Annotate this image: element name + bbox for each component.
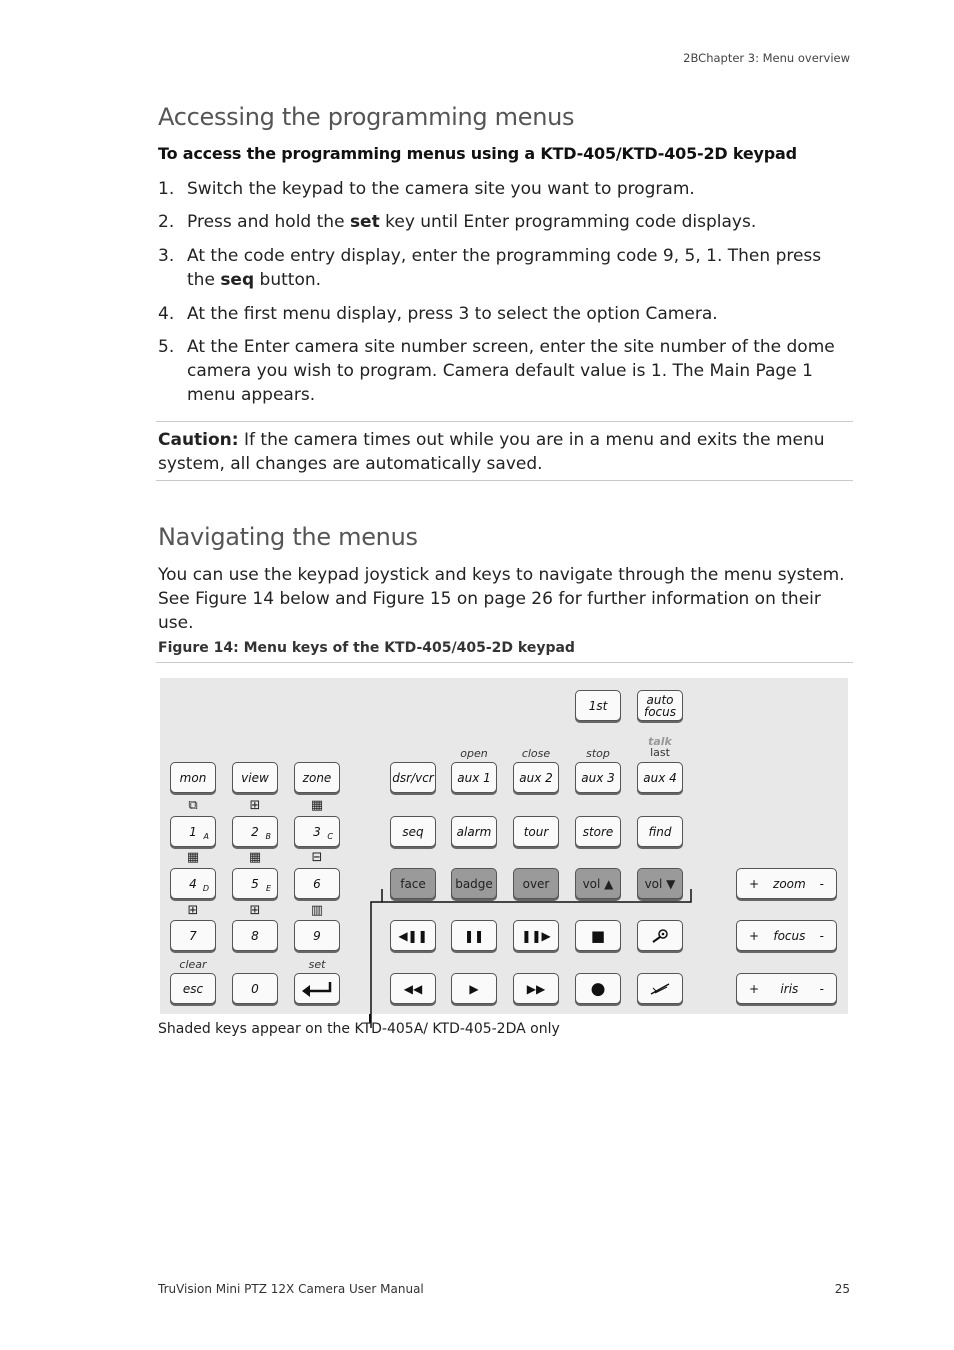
caution-label: Caution: [158, 430, 239, 450]
key-tour: tour [513, 816, 559, 847]
pause-icon: ❚❚ [463, 928, 485, 943]
key-name-seq: seq [220, 270, 255, 290]
key-step-forward [513, 920, 559, 951]
key-0: 0 [232, 973, 278, 1004]
caution-rule-top [156, 421, 853, 422]
step-text: At the code entry display, enter the programming code 9, 5, 1. Then press the [187, 246, 822, 290]
key-step-back [390, 920, 436, 951]
step-text-after: key until Enter programming code displays. [379, 212, 757, 232]
key-name-set: set [349, 212, 380, 232]
key-9: 9 [294, 920, 340, 951]
label-open: open [460, 747, 488, 760]
rewind-icon: ◀◀ [403, 981, 423, 996]
step-number: 4. [158, 304, 175, 324]
key-record [575, 973, 621, 1004]
section-body: You can use the keypad joystick and keys to navigate through the menu system. See Figure 14 below and Figure 15 on page 26 for further information on their use. [158, 565, 845, 633]
step-5 [158, 335, 848, 407]
key-zone: zone [294, 762, 340, 793]
figure-note: Shaded keys appear on the KTD-405A/ KTD-405-2DA only [158, 1021, 560, 1037]
key-aux3: aux 3 [575, 762, 621, 793]
key-autofocus: auto focus [637, 690, 683, 721]
step-number: 5. [158, 337, 175, 357]
key-4: 4 D [170, 868, 216, 899]
key-iris: + iris - [736, 973, 837, 1004]
caution-text: If the camera times out while you are in a menu and exits the menu system, all changes are automatically saved. [158, 430, 825, 474]
play-icon: ▶ [469, 981, 479, 996]
keypad-figure [160, 678, 848, 1014]
step-number: 3. [158, 246, 175, 266]
figure-rule [156, 662, 853, 663]
step-number: 2. [158, 212, 175, 232]
key-8: 8 [232, 920, 278, 951]
key-enter [294, 973, 340, 1004]
quad-view-icon: ⊞ [187, 903, 199, 918]
split-view-icon: ⊟ [311, 850, 323, 865]
key-3: 3 C [294, 816, 340, 847]
key-aux4: aux 4 [637, 762, 683, 793]
record-icon: ● [590, 978, 606, 999]
label-clear: clear [179, 958, 207, 971]
key-play [451, 973, 497, 1004]
page-number: 25 [834, 1282, 850, 1296]
pip-icon: ⧉ [188, 798, 198, 813]
key-dsrvcr: dsr/vcr [390, 762, 436, 793]
key-zoom: + zoom - [736, 868, 837, 899]
label-talk: talk [648, 735, 672, 748]
step-text: At the Enter camera site number screen, enter the site number of the dome camera you wish to program. Camera default value is 1. The Main Page 1 menu appears. [187, 337, 835, 405]
key-alarm: alarm [451, 816, 497, 847]
key-mon: mon [170, 762, 216, 793]
grid-view-icon: ⊞ [249, 903, 261, 918]
step-2 [158, 210, 848, 234]
sixteen-grid-icon: ▦ [248, 850, 262, 865]
key-vol-down: vol ▼ [637, 868, 683, 899]
quad-view-icon: ⊞ [249, 798, 261, 813]
key-badge: badge [451, 868, 497, 899]
key-store: store [575, 816, 621, 847]
film-grid-icon: ▥ [310, 903, 324, 918]
key-seq: seq [390, 816, 436, 847]
shaded-keys-bracket [365, 888, 695, 1028]
key-1st: 1st [575, 690, 621, 721]
wiper-icon [649, 982, 671, 996]
key-1: 1 A [170, 816, 216, 847]
key-pause [451, 920, 497, 951]
step-text: Switch the keypad to the camera site you want to program. [187, 179, 695, 199]
fast-forward-icon: ▶▶ [526, 981, 546, 996]
step-text: Press and hold the [187, 212, 350, 232]
procedure-subtitle: To access the programming menus using a KTD-405/KTD-405-2D keypad [158, 144, 797, 163]
key-vol-up: vol ▲ [575, 868, 621, 899]
key-aux2: aux 2 [513, 762, 559, 793]
caution-note [158, 428, 853, 476]
step-4 [158, 302, 848, 326]
key-aux1: aux 1 [451, 762, 497, 793]
nine-grid-icon: ▦ [310, 798, 324, 813]
step-text: At the first menu display, press 3 to select the option Camera. [187, 304, 718, 324]
key-focus: + focus - [736, 920, 837, 951]
label-stop: stop [586, 747, 610, 760]
key-5: 5 E [232, 868, 278, 899]
step-3 [158, 244, 848, 292]
footer-manual-title: TruVision Mini PTZ 12X Camera User Manual [158, 1282, 424, 1296]
step-forward-icon: ❚❚▶ [521, 928, 551, 943]
key-stop [575, 920, 621, 951]
sixteen-grid-icon: ▦ [186, 850, 200, 865]
step-back-icon: ◀❚❚ [398, 928, 428, 943]
step-text-after: button. [254, 270, 322, 290]
label-set: set [308, 958, 326, 971]
step-1 [158, 177, 848, 201]
key-wiper [637, 973, 683, 1004]
key-search [637, 920, 683, 951]
key-6: 6 [294, 868, 340, 899]
key-2: 2 B [232, 816, 278, 847]
key-over: over [513, 868, 559, 899]
key-view: view [232, 762, 278, 793]
enter-icon [300, 979, 334, 999]
key-rewind [390, 973, 436, 1004]
section-title-accessing: Accessing the programming menus [158, 103, 575, 131]
label-last: last [650, 746, 670, 759]
running-header: 2BChapter 3: Menu overview [683, 51, 850, 65]
label-close: close [521, 747, 551, 760]
figure-caption: Figure 14: Menu keys of the KTD-405/405-2D keypad [158, 640, 575, 656]
key-fast-forward [513, 973, 559, 1004]
key-find: find [637, 816, 683, 847]
search-icon [650, 928, 670, 944]
key-esc: esc [170, 973, 216, 1004]
step-number: 1. [158, 179, 175, 199]
key-face: face [390, 868, 436, 899]
key-7: 7 [170, 920, 216, 951]
caution-rule-bottom [156, 480, 853, 481]
stop-icon: ■ [590, 926, 606, 945]
section-title-navigating: Navigating the menus [158, 523, 418, 551]
